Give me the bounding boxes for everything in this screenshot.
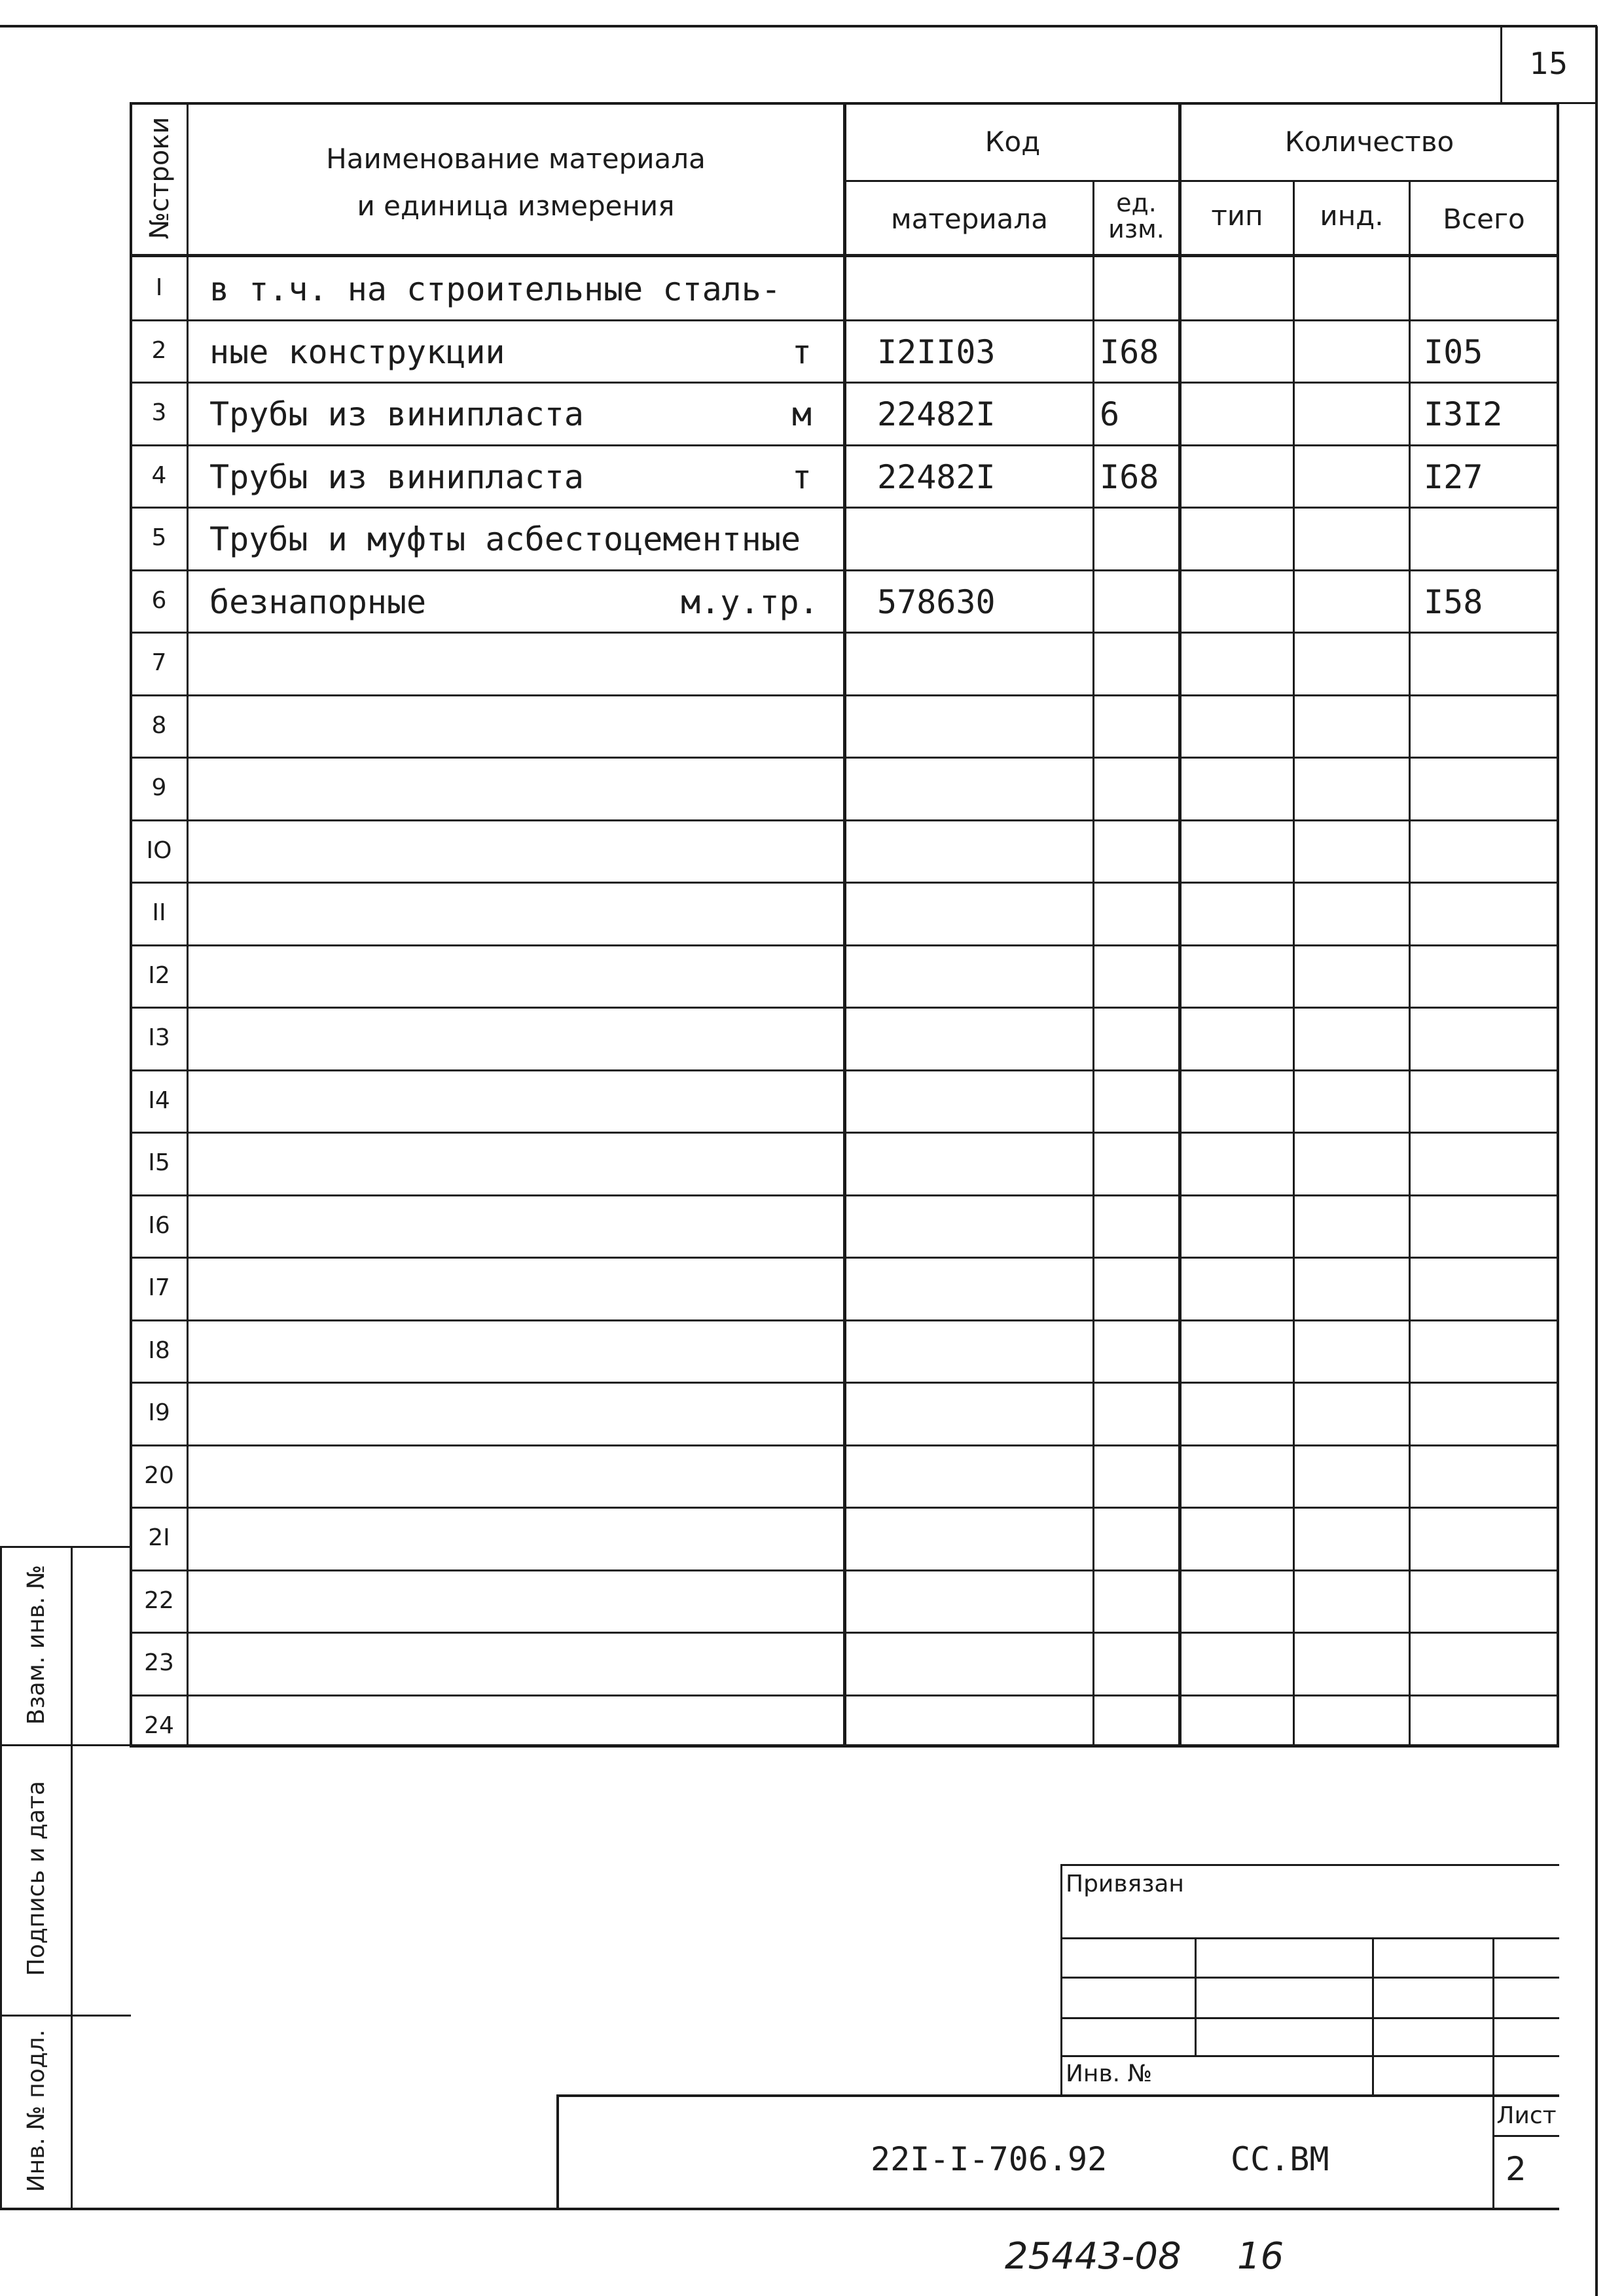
row-number: 6 [151,587,167,614]
row-number: 24 [144,1712,174,1739]
row-number: 9 [151,774,167,801]
document-code: 22I-I-706.92 [871,2140,1108,2178]
material-name: Трубы из винипласта [209,458,584,496]
row-number: 2I [148,1524,170,1551]
row-number: 3 [151,399,167,426]
row-number: II [152,899,166,926]
stamp-grid-v1 [1195,1937,1197,2057]
right-border [1595,26,1598,2296]
row-separator [130,757,1559,759]
row-separator [130,1132,1559,1134]
row-separator [130,1069,1559,1071]
title-block-top [558,2094,1559,2097]
material-unit-name: т [791,458,812,496]
stamp-privyazan-left [1060,1864,1062,2096]
stamp-privyazan-top [1060,1864,1559,1866]
row-number: I3 [148,1024,170,1051]
row-separator [130,944,1559,946]
row-separator [130,1444,1559,1446]
header-code: Код [984,126,1041,158]
col-line-code [843,102,846,1747]
table-right [1557,102,1559,1747]
material-unit-name: т [791,333,812,371]
row-separator [130,1194,1559,1196]
stamp-grid-v2 [1372,1937,1374,2096]
unit-code: I68 [1100,458,1159,496]
stamp-inv-no-label: Инв. № [1066,2060,1153,2087]
quantity-total: I27 [1424,458,1483,496]
quantity-total: I58 [1424,583,1483,621]
row-number: IO [146,837,172,864]
row-separator [130,382,1559,384]
page-number: 15 [1529,46,1568,81]
material-name: Трубы из винипласта [209,395,584,433]
side-podpis-data: Подпись и дата [23,1780,50,1977]
sheet-number: 2 [1506,2150,1526,2188]
side-stamp-divider [71,1546,73,2209]
footer-sheet-number: 16 [1237,2235,1284,2278]
row-separator [130,694,1559,696]
material-unit-name: м.у.тр. [681,583,819,621]
row-separator [130,319,1559,321]
row-number: I5 [148,1149,170,1176]
quantity-total: I3I2 [1424,395,1503,433]
sheet-label: Лист [1496,2102,1557,2129]
side-stamp-left [0,1546,2,2209]
col-line-type [1293,180,1295,1747]
footer-inventory-number: 25443-08 [1005,2235,1182,2278]
header-unit-line1: ед. [1116,188,1157,217]
row-number: I8 [148,1337,170,1364]
row-separator [130,1257,1559,1259]
row-number: 4 [151,462,167,489]
unit-code: 6 [1100,395,1120,433]
header-row-number: №строки [145,117,175,240]
header-mid-line [844,180,1558,182]
row-number: 5 [151,524,167,551]
material-name: ные конструкции [209,333,505,371]
stamp-grid-h3 [1060,2017,1559,2019]
header-ind: инд. [1320,200,1384,232]
stamp-grid-h2 [1060,1977,1559,1979]
header-name-line1: Наименование материала [326,143,706,175]
row-number: 23 [144,1649,174,1676]
row-separator [130,1632,1559,1634]
material-unit-name: м [791,395,812,433]
row-number: I9 [148,1399,170,1426]
row-number: 2 [151,337,167,364]
document-suffix: СС.ВМ [1231,2140,1329,2178]
row-number: I4 [148,1087,170,1114]
row-number: I7 [148,1274,170,1301]
header-quantity: Количество [1284,126,1454,158]
row-separator [130,444,1559,446]
row-number: 22 [144,1587,174,1614]
row-number: 8 [151,712,167,739]
row-number: I6 [148,1212,170,1239]
col-line-ind [1409,180,1411,1747]
row-number: 7 [151,649,167,676]
material-code: I2II03 [877,333,996,371]
side-stamp-bottom [0,2208,1559,2210]
unit-code: I68 [1100,333,1159,371]
row-separator [130,882,1559,884]
row-separator [130,1507,1559,1509]
material-code: 22482I [877,458,996,496]
header-name-line2: и единица измерения [357,190,675,222]
col-line-quantity [1178,102,1182,1747]
side-inv-podl: Инв. № подл. [23,2029,50,2193]
material-name: Трубы и муфты асбестоцементные [209,520,801,558]
row-separator [130,632,1559,634]
side-vzam-inv: Взам. инв. № [23,1564,50,1725]
stamp-grid-h1 [1060,1937,1559,1939]
material-name: безнапорные [209,583,427,621]
title-block-list-divider [1492,2135,1559,2137]
material-code: 22482I [877,395,996,433]
title-block-left [556,2094,559,2209]
top-border [0,25,1597,27]
row-number: I [155,274,163,301]
row-separator [130,819,1559,821]
side-stamp-line-1 [0,1744,131,1746]
row-separator [130,1570,1559,1571]
material-name: в т.ч. на строительные сталь- [209,270,781,308]
material-code: 578630 [877,583,996,621]
header-type: тип [1211,200,1263,232]
row-separator [130,569,1559,571]
side-stamp-line-2 [0,2015,131,2017]
row-separator [130,507,1559,509]
row-separator [130,1382,1559,1384]
stamp-privyazan-label: Привязан [1066,1871,1184,1897]
stamp-grid-v3 [1492,1937,1494,2209]
row-separator [130,1695,1559,1696]
header-total: Всего [1443,203,1525,235]
quantity-total: I05 [1424,333,1483,371]
header-material: материала [890,203,1048,235]
row-number: I2 [148,962,170,989]
header-unit-line2: изм. [1108,215,1164,243]
row-number: 20 [144,1462,174,1489]
col-line-unit [1092,180,1094,1747]
stamp-grid-h4 [1060,2055,1559,2057]
side-stamp-top [0,1546,131,1548]
row-separator [130,1319,1559,1321]
row-separator [130,1007,1559,1009]
